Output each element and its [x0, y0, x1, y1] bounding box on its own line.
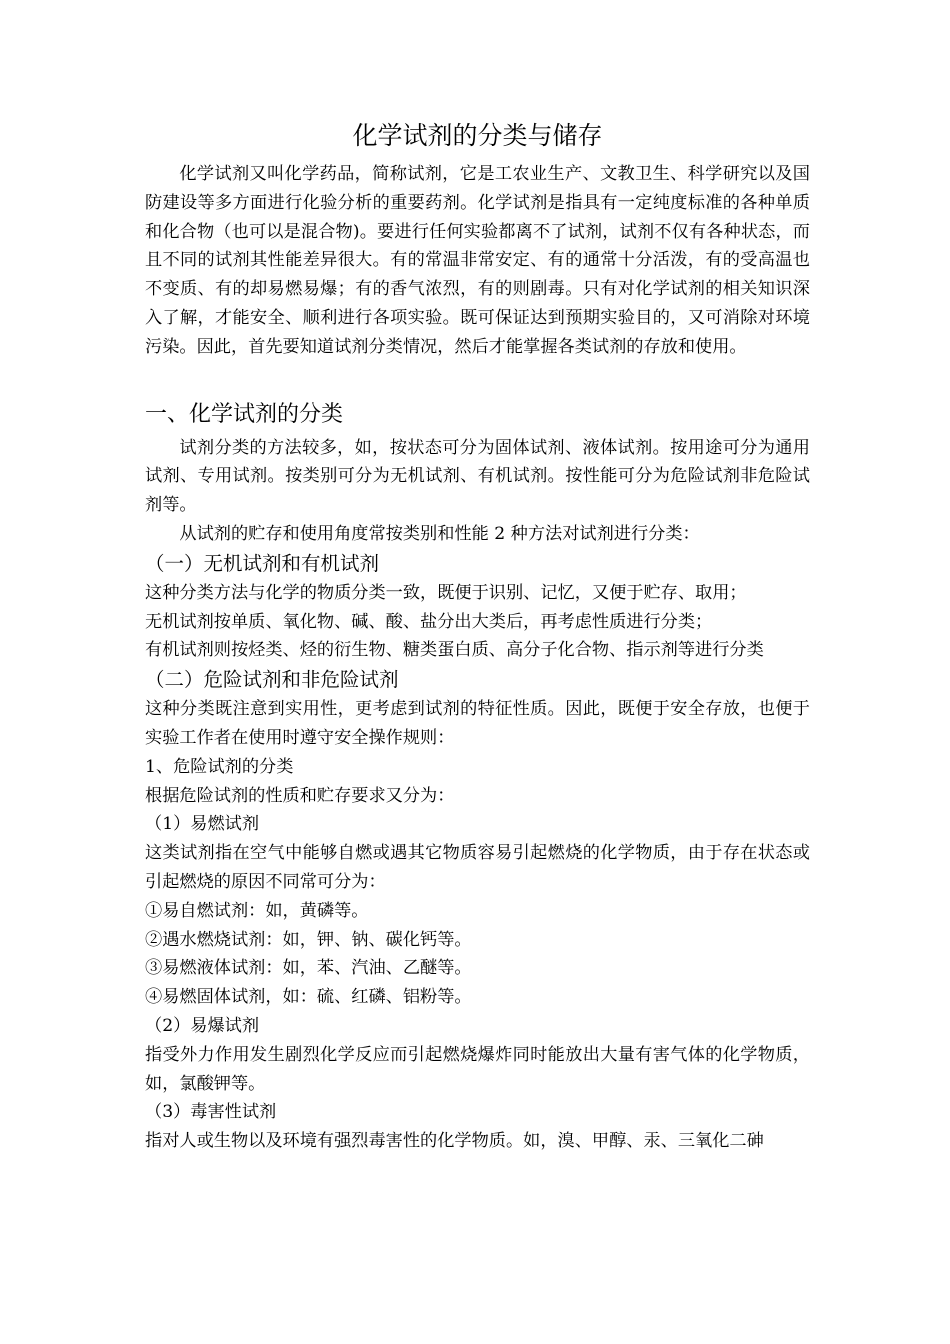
category-explosive-desc: 指受外力作用发生剧烈化学反应而引起燃烧爆炸同时能放出大量有害气体的化学物质，如，氯酸钾等。 [145, 1044, 810, 1094]
subheading-inorganic-organic: （一）无机试剂和有机试剂 [145, 551, 380, 575]
category-flammable-desc: 这类试剂指在空气中能够自燃或遇其它物质容易引起燃烧的化学物质，由于存在状态或引起燃烧的原因不同常可分为： [145, 843, 810, 892]
inorganic-organic-line-3: 有机试剂则按烃类、烃的衍生物、糖类蛋白质、高分子化合物、指示剂等进行分类 [145, 640, 764, 661]
hazardous-item-desc: 根据危险试剂的性质和贮存要求又分为： [145, 785, 455, 806]
category-toxic-heading: （3）毒害性试剂 [145, 1102, 277, 1123]
hazardous-item-heading: 1、危险试剂的分类 [145, 756, 294, 777]
inorganic-organic-line-1: 这种分类方法与化学的物质分类一致，既便于识别、记忆，又便于贮存、取用； [145, 582, 747, 603]
hazardous-paragraph: 这种分类既注意到实用性，更考虑到试剂的特征性质。因此，既便于安全存放，也便于实验工作者在使用时遵守安全操作规则： [145, 699, 810, 748]
category-toxic-desc: 指对人或生物以及环境有强烈毒害性的化学物质。如，溴、甲醇、汞、三氧化二砷 [145, 1131, 764, 1152]
document-body [145, 119, 810, 1156]
inorganic-organic-line-2: 无机试剂按单质、氧化物、碱、酸、盐分出大类后，再考虑性质进行分类； [145, 611, 713, 632]
category-explosive-heading: （2）易爆试剂 [145, 1015, 260, 1036]
flammable-example-4: ④易燃固体试剂，如：硫、红磷、铝粉等。 [145, 987, 472, 1008]
document-title: 化学试剂的分类与储存 [352, 121, 603, 150]
flammable-example-1: ①易自燃试剂：如，黄磷等。 [145, 900, 369, 921]
section-heading-classification: 一、化学试剂的分类 [145, 401, 344, 427]
classification-methods-paragraph: 试剂分类的方法较多，如，按状态可分为固体试剂、液体试剂。按用途可分为通用试剂、专用试剂。按类别可分为无机试剂、有机试剂。按性能可分为危险试剂非危险试剂等。 [145, 437, 810, 516]
flammable-example-3: ③易燃液体试剂：如，苯、汽油、乙醚等。 [145, 958, 472, 979]
intro-paragraph: 化学试剂又叫化学药品，简称试剂，它是工农业生产、文教卫生、科学研究以及国防建设等多方面进行化验分析的重要药剂。化学试剂是指具有一定纯度标准的各种单质和化合物（也可以是混合物)。要进行任何实验都离不了试剂，试剂不仅有各种状态，而且不同的试剂其性能差异很大。有的常温非常安定、有的通常十分活泼，有的受高温也不变质、有的却易燃易爆；有的香气浓烈，有的则剧毒。只有对化学试剂的相关知识深入了解，才能安全、顺利进行各项实验。既可保证达到预期实验目的，又可消除对环境污染。因此，首先要知道试剂分类情况，然后才能掌握各类试剂的存放和使用。 [145, 164, 810, 357]
storage-classification-paragraph: 从试剂的贮存和使用角度常按类别和性能 2 种方法对试剂进行分类： [179, 523, 700, 544]
category-flammable-heading: （1）易燃试剂 [145, 814, 260, 835]
subheading-hazardous: （二）危险试剂和非危险试剂 [145, 668, 399, 692]
flammable-example-2: ②遇水燃烧试剂：如，钾、钠、碳化钙等。 [145, 929, 472, 950]
